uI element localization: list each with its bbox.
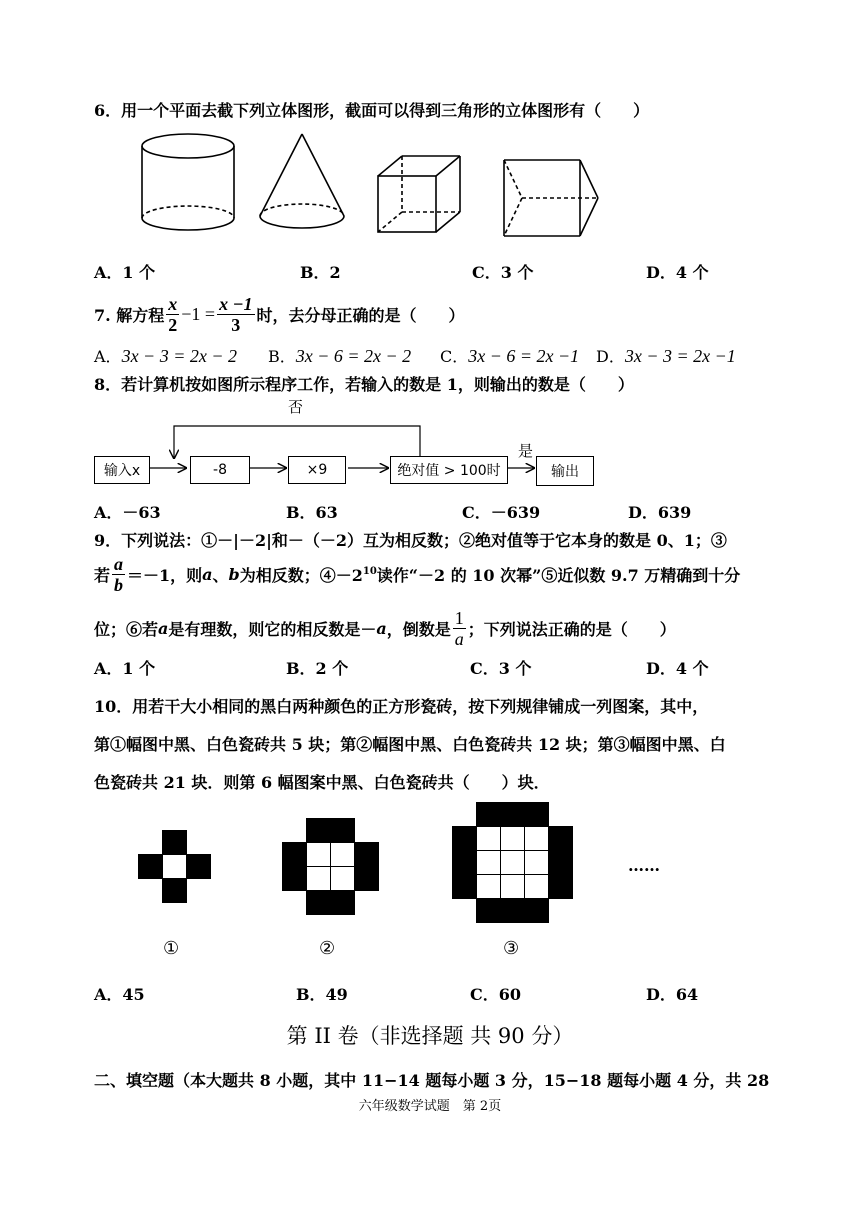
q6-option-a: A．1 个: [94, 263, 156, 282]
q7-option-b-expr: 3x − 6 = 2x − 2: [295, 346, 412, 366]
q10-pattern-1: [138, 830, 212, 904]
q8-option-b: B．63: [286, 503, 338, 522]
q7-option-a: [94, 344, 237, 367]
q9-line-3-post: ；下列说法正确的是（ ）: [467, 620, 676, 639]
q6-solids: [130, 128, 610, 238]
q9-frac-ab: [112, 554, 125, 595]
q8-step1-box: -8: [190, 456, 250, 484]
q7-frac-1: [166, 294, 179, 335]
q10-option-d: D．64: [646, 985, 699, 1004]
q10-pattern-2: [282, 818, 382, 918]
q7-option-c-label: C．: [440, 347, 469, 366]
q7-frac-1-num: x: [168, 294, 178, 314]
q9-frac-ab-num: a: [114, 554, 124, 574]
q9-line-3-var-a: a: [158, 619, 169, 638]
fill-section-heading: 二、填空题（本大题共 8 小题，其中 11−14 题每小题 3 分，15−18 题每小题 4 分，共 28: [94, 1071, 770, 1090]
q10-line-3: 色瓷砖共 21 块．则第 6 幅图案中黑、白色瓷砖共（ ）块．: [94, 773, 550, 792]
q7-stem: [94, 294, 465, 335]
q8-no-label: 否: [288, 398, 304, 416]
q10-option-b: B．49: [296, 985, 348, 1004]
q7-option-d-expr: 3x − 3 = 2x −1: [624, 346, 736, 366]
page-footer: 六年级数学试题 第 2页: [358, 1099, 502, 1114]
q8-input-box: 输入x: [94, 456, 150, 484]
q9-superscript: 10: [362, 566, 377, 577]
q10-option-a: A．45: [94, 985, 145, 1004]
q10-label-3: ③: [503, 938, 520, 959]
q9-line-2-c: 为相反数；④－2: [239, 566, 363, 585]
q9-option-b: B．2 个: [286, 659, 349, 678]
cone-figure: [260, 134, 344, 228]
prism-figure: [504, 160, 598, 236]
q9-line-3-mid: 是有理数，则它的相反数是－: [168, 620, 377, 639]
q8-option-d: D．639: [628, 503, 692, 522]
cube-figure: [378, 156, 460, 232]
q6-option-d: D．4 个: [646, 263, 709, 282]
q9-option-d: D．4 个: [646, 659, 709, 678]
q8-flow-arrows: [90, 420, 610, 490]
q8-option-c: C．－639: [462, 503, 541, 522]
q8-output-box: 输出: [536, 456, 594, 486]
q8-stem: 8．若计算机按如图所示程序工作，若输入的数是 1，则输出的数是（ ）: [94, 375, 634, 394]
q6-option-c: C．3 个: [472, 263, 534, 282]
q7-frac-2-den: 3: [231, 315, 241, 335]
q8-yes-label: 是: [518, 442, 534, 460]
q7-stem-pre: 7. 解方程: [94, 306, 165, 325]
q7-option-c: [440, 344, 579, 367]
q7-frac-2: [217, 294, 254, 335]
q7-option-d-label: D．: [596, 347, 625, 366]
q9-line-2: [94, 554, 740, 595]
q10-option-c: C．60: [470, 985, 522, 1004]
q7-option-c-expr: 3x − 6 = 2x −1: [468, 346, 580, 366]
q9-frac-1a-den: a: [454, 629, 464, 649]
q9-line-3: [94, 608, 676, 649]
q9-line-3-pre: 位；⑥若: [94, 620, 159, 639]
q9-line-2-d: 读作“－2 的 10 次幂”⑤近似数 9.7 万精确到十分: [376, 566, 741, 585]
q10-ellipsis: ……: [628, 856, 660, 875]
q7-option-a-expr: 3x − 3 = 2x − 2: [121, 346, 237, 366]
q9-line-2-a: ＝－1，则: [127, 566, 203, 585]
q7-option-b: [268, 344, 411, 367]
q7-option-d: [596, 344, 736, 367]
q6-stem: 6．用一个平面去截下列立体图形，截面可以得到三角形的立体图形有（ ）: [94, 101, 650, 120]
q9-frac-ab-den: b: [114, 575, 124, 595]
q9-option-c: C．3 个: [470, 659, 532, 678]
q8-option-a: A．－63: [94, 503, 161, 522]
q9-line-2-b: 、: [212, 566, 229, 585]
q7-option-b-label: B．: [268, 347, 296, 366]
q10-label-1: ①: [163, 938, 180, 959]
q7-option-a-label: A．: [94, 347, 122, 366]
q9-line-2-pre: 若: [94, 566, 111, 585]
q9-option-a: A．1 个: [94, 659, 156, 678]
q7-frac-2-num: x −1: [219, 294, 253, 314]
q10-line-2: 第①幅图中黑、白色瓷砖共 5 块；第②幅图中黑、白色瓷砖共 12 块；第③幅图中黑、白: [94, 735, 726, 754]
q9-line-3-mid2: ，倒数是: [386, 620, 451, 639]
q10-label-2: ②: [319, 938, 336, 959]
q6-option-b: B．2: [300, 263, 341, 282]
q7-frac-1-den: 2: [168, 315, 178, 335]
q7-mid: −1 =: [181, 304, 216, 324]
q9-line-1: 9．下列说法：①－|－2|和－（－2）互为相反数；②绝对值等于它本身的数是 0、1；③: [94, 531, 727, 550]
q8-condition-box: 绝对值 > 100时: [390, 456, 508, 484]
q9-var-b: b: [228, 565, 240, 584]
q8-step2-box: ×9: [288, 456, 346, 484]
q9-var-a: a: [202, 565, 213, 584]
q10-line-1: 10．用若干大小相同的黑白两种颜色的正方形瓷砖，按下列规律铺成一列图案，其中，: [94, 697, 709, 716]
q9-frac-1a-num: 1: [454, 608, 464, 628]
cylinder-figure: [142, 134, 234, 230]
q9-frac-1a: [453, 608, 466, 649]
q10-pattern-3: [452, 802, 574, 926]
q9-line-3-var-a2: a: [376, 619, 387, 638]
q7-stem-post: 时，去分母正确的是（ ）: [256, 306, 465, 325]
section-2-title: 第 II 卷（非选择题 共 90 分）: [286, 1024, 574, 1048]
